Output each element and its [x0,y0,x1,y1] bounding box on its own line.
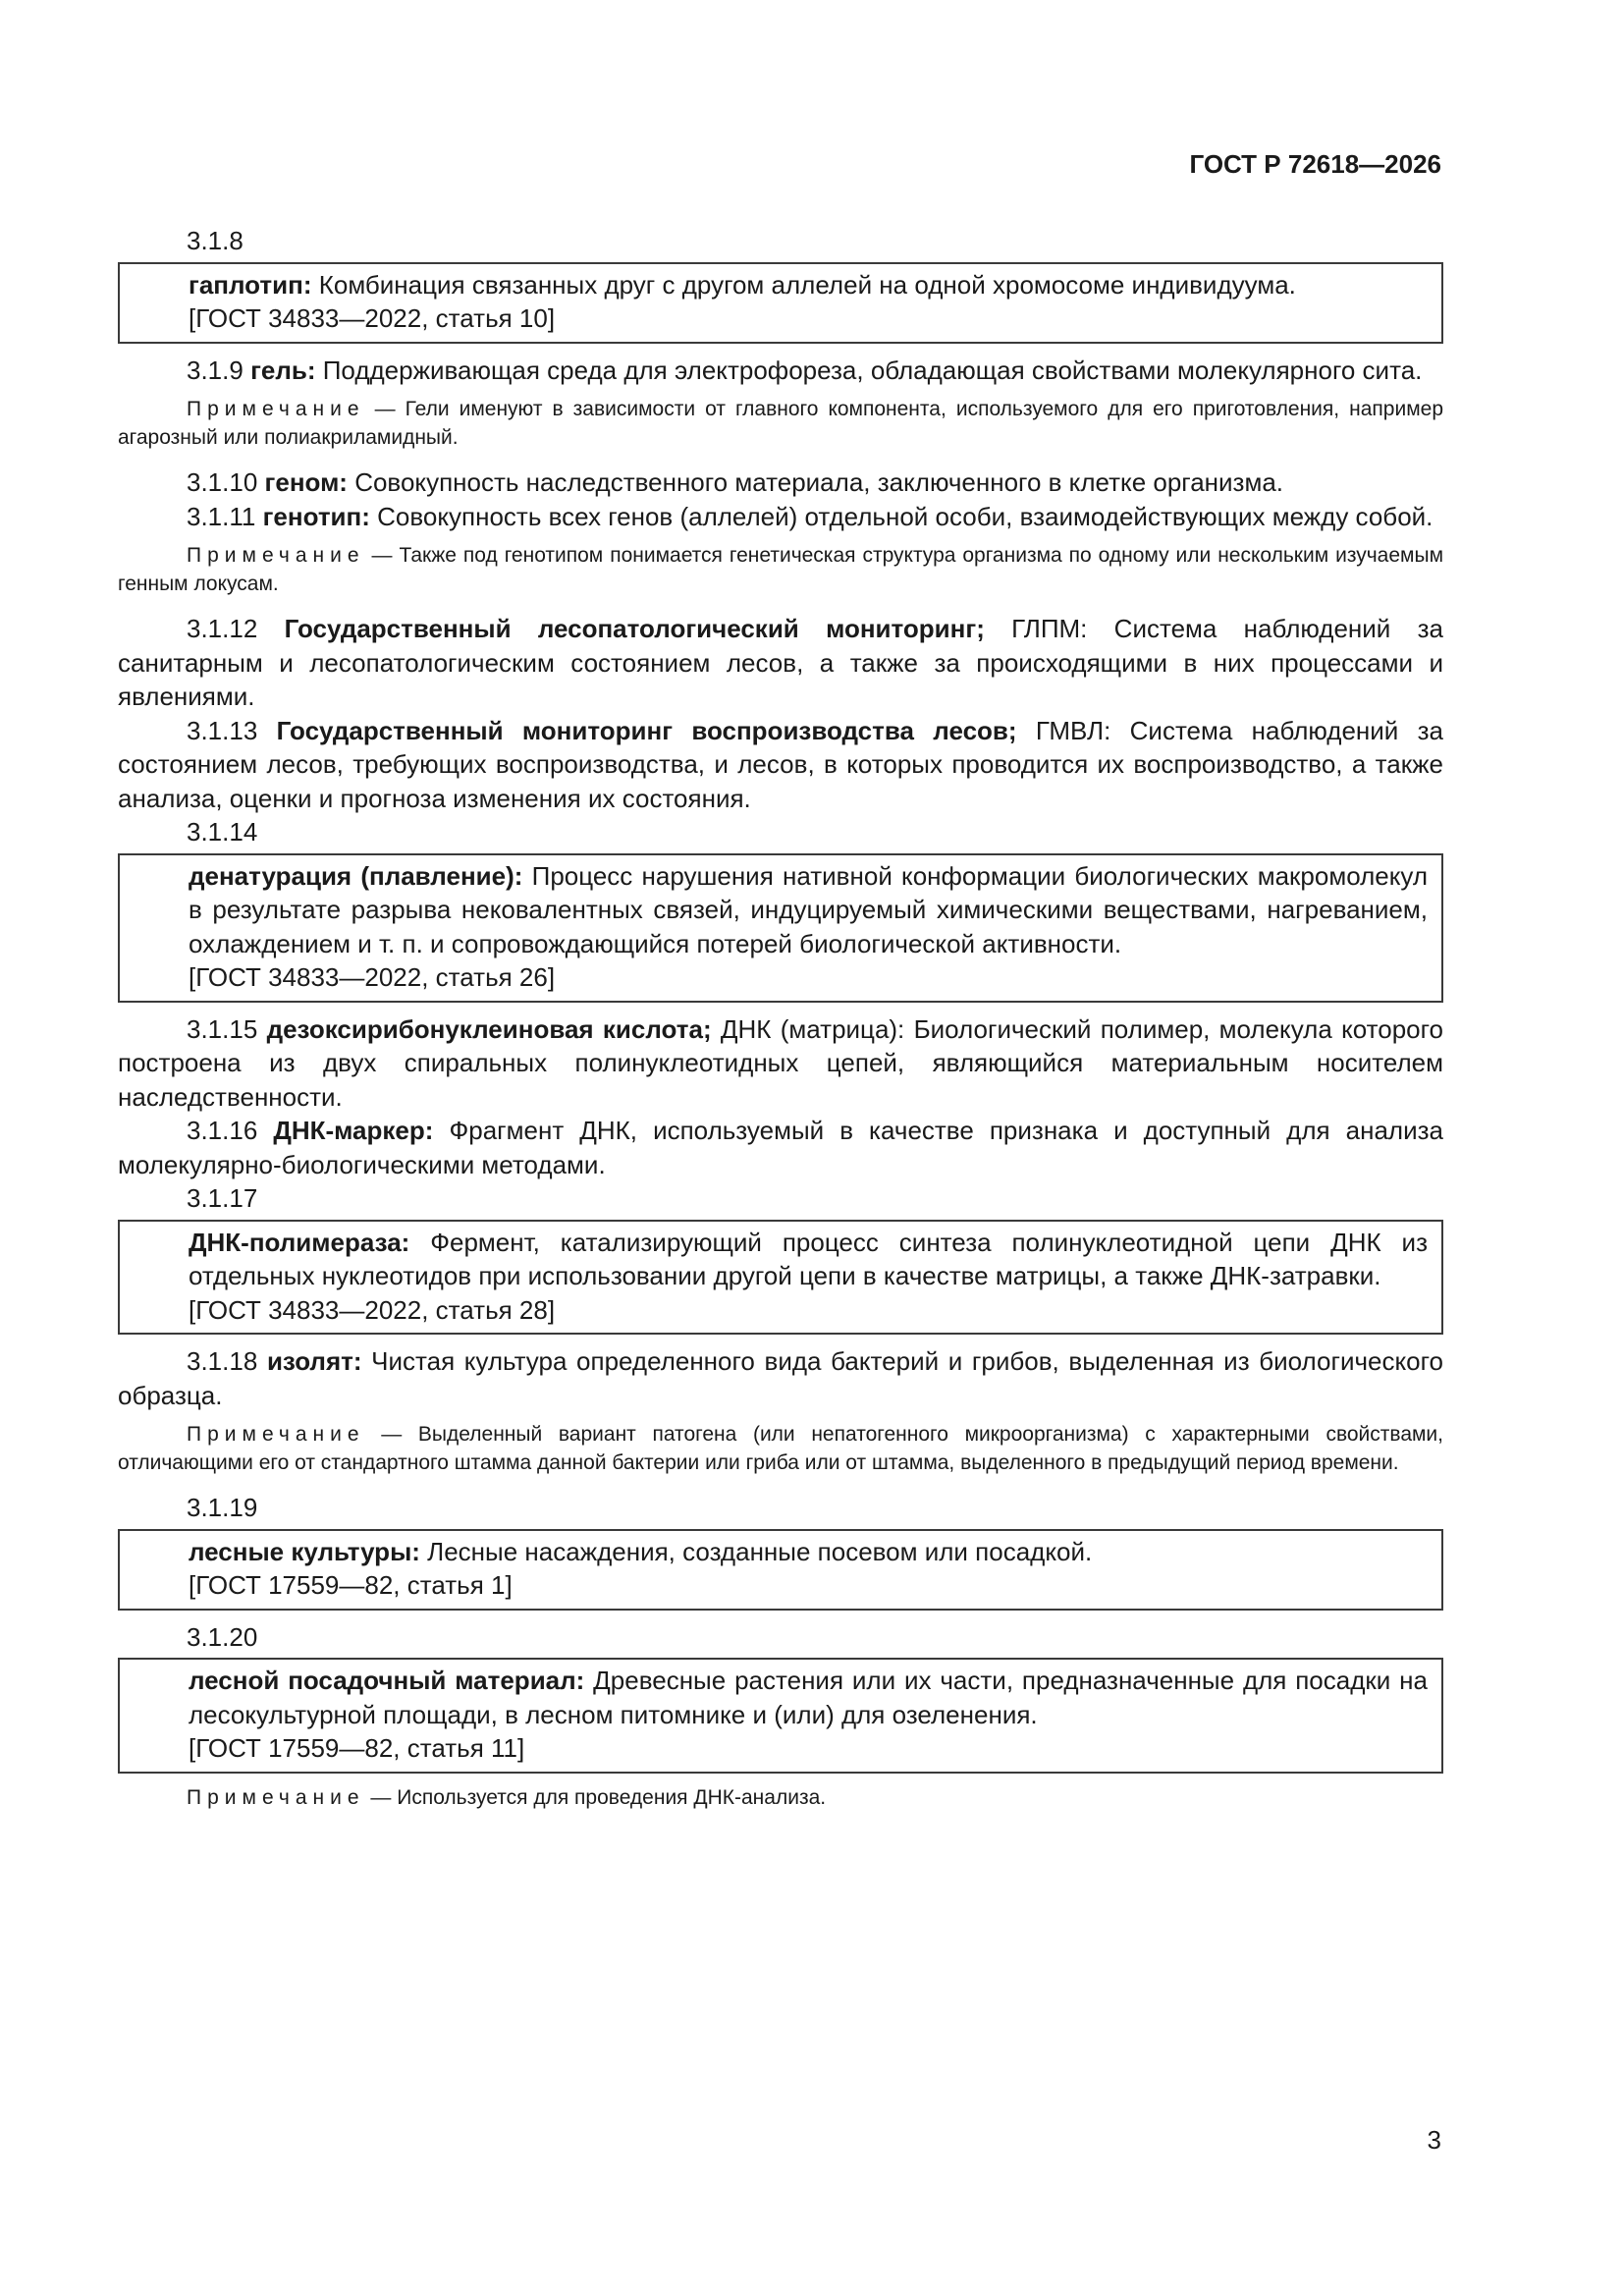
reference: [ГОСТ 34833—2022, статья 26] [189,962,556,992]
entry-number: 3.1.15 [187,1013,258,1044]
entry-number: 3.1.16 [187,1116,258,1145]
reference: [ГОСТ 34833—2022, статья 28] [189,1294,556,1325]
term-box [118,1529,1443,1611]
term: Государственный мониторинг воспроизводства лесов; [276,715,1017,745]
note-text: Используется для проведения ДНК-анализа. [397,1785,827,1809]
note: Примечание — Выделенный вариант патогена (или непатогенного микроорганизма) с характерными свойствами, отличающими его от стандартного штамма данной бактерии или гриба или от штамма, выделенного в предыдущий период времени. [118,1423,1443,1474]
term-entry [118,500,1443,534]
note-label: Примечание [187,544,365,567]
note-text: Также под генотипом понимается генетическая структура организма по одному или нескольким изучаемым генным локусам. [118,544,1444,595]
definition-text: Поддерживающая среда для электрофореза, обладающая свойствами молекулярного сита. [315,355,1423,385]
definition-text: Фрагмент ДНК, используемый в качестве признака и доступный для анализа молекулярно-биологическими методами. [118,1116,1443,1179]
entry-number: 3.1.14 [187,817,258,847]
note-label: Примечание [187,398,365,420]
term-box [118,262,1443,344]
term-box [118,1220,1443,1336]
term: гаплотип: [189,269,312,300]
term: дезоксирибонуклеиновая кислота; [266,1013,712,1044]
entry-number: 3.1.10 [187,467,258,497]
term: генотип: [262,501,370,531]
entry-number: 3.1.20 [187,1621,258,1652]
term-entry [118,465,1443,500]
term-definition [189,1226,1428,1293]
definition-text: Чистая культура определенного вида бактерий и грибов, выделенная из биологического образца. [118,1346,1443,1410]
definition-text: Древесные растения или их части, предназначенные для посадки на лесокультурной площади, в лесном питомнике и (или) для озеленения. [189,1666,1428,1729]
term-entry [118,714,1443,816]
definition-text: Совокупность всех генов (аллелей) отдельной особи, взаимодействующих между собой. [369,501,1434,531]
entry-number: 3.1.17 [187,1183,258,1213]
term-entry [118,1012,1443,1115]
term: гель: [250,355,316,385]
entry-number: 3.1.9 [187,355,243,385]
page-number: 3 [1427,2125,1441,2155]
definition-text: Совокупность наследственного материала, заключенного в клетке организма. [347,467,1284,497]
definition-text: ГЛПМ: Система наблюдений за санитарным и лесопатологическим состоянием лесов, а также за происходящими в них процессами и явлениями. [118,614,1443,711]
term: геном: [264,467,348,497]
reference: [ГОСТ 34833—2022, статья 10] [189,303,556,333]
term-box [118,1658,1443,1774]
definition-text: Комбинация связанных друг с другом аллелей на одной хромосоме индивидуума. [311,269,1296,300]
term: ДНК-маркер: [273,1116,434,1145]
term-definition [189,1535,1428,1569]
term: лесной посадочный материал: [189,1666,585,1695]
note-label: Примечание [187,1423,365,1446]
term: ДНК-полимераза: [189,1227,410,1257]
note-label: Примечание [187,1785,365,1809]
terms-section [118,224,1443,1826]
term-entry [118,612,1443,714]
term-entry [118,354,1443,388]
term-box [118,853,1443,1003]
term: изолят: [266,1346,362,1376]
document-header: ГОСТ Р 72618—2026 [1189,149,1441,179]
definition-text: Фермент, катализирующий процесс синтеза полинуклеотидной цепи ДНК из отдельных нуклеотидов при использовании другой цепи в качестве матрицы, а также ДНК-затравки. [189,1227,1428,1290]
note: Примечание — Также под генотипом понимается генетическая структура организма по одному или нескольким изучаемым генным локусам. [118,544,1444,595]
note: Примечание — Используется для проведения ДНК-анализа. [187,1785,827,1809]
note-text: Выделенный вариант патогена (или непатогенного микроорганизма) с характерными свойствами, отличающими его от стандартного штамма данной бактерии или гриба или от штамма, выделенного в предыдущий период времени. [118,1423,1443,1474]
term-entry [118,1114,1443,1181]
term: денатурация (плавление): [189,860,523,891]
note-text: Гели именуют в зависимости от главного компонента, используемого для его приготовления, например агарозный или полиакриламидный. [118,398,1444,449]
definition-text: Лесные насаждения, созданные посевом или посадкой. [419,1536,1093,1566]
term-definition [189,1664,1428,1731]
entry-number: 3.1.13 [187,715,258,745]
note: Примечание — Гели именуют в зависимости от главного компонента, используемого для его приготовления, например агарозный или полиакриламидный. [118,398,1444,449]
entry-number: 3.1.8 [187,226,243,255]
term-definition [189,268,1428,302]
term: лесные культуры: [189,1536,420,1566]
entry-number: 3.1.18 [187,1346,258,1376]
reference: [ГОСТ 17559—82, статья 11] [189,1733,525,1763]
term-entry [118,1344,1443,1412]
definition-text: ДНК (матрица): Биологический полимер, молекула которого построена из двух спиральных полинуклеотидных цепей, являющийся материальным носителем наследственности. [118,1013,1443,1112]
term: Государственный лесопатологический мониторинг; [284,614,985,643]
entry-number: 3.1.11 [187,501,256,531]
term-definition [189,859,1428,961]
definition-text: ГМВЛ: Система наблюдений за состоянием лесов, требующих воспроизводства, и лесов, в которых проводится их воспроизводство, а также анализа, оценки и прогноза изменения их состояния. [118,715,1444,813]
entry-number: 3.1.19 [187,1493,258,1522]
definition-text: Процесс нарушения нативной конформации биологических макромолекул в результате разрыва нековалентных связей, индуцируемый химическими веществами, нагреванием, охлаждением и т. п. и сопровождающийся потерей биологической активности. [189,860,1428,958]
entry-number: 3.1.12 [187,614,258,643]
reference: [ГОСТ 17559—82, статья 1] [189,1570,513,1600]
